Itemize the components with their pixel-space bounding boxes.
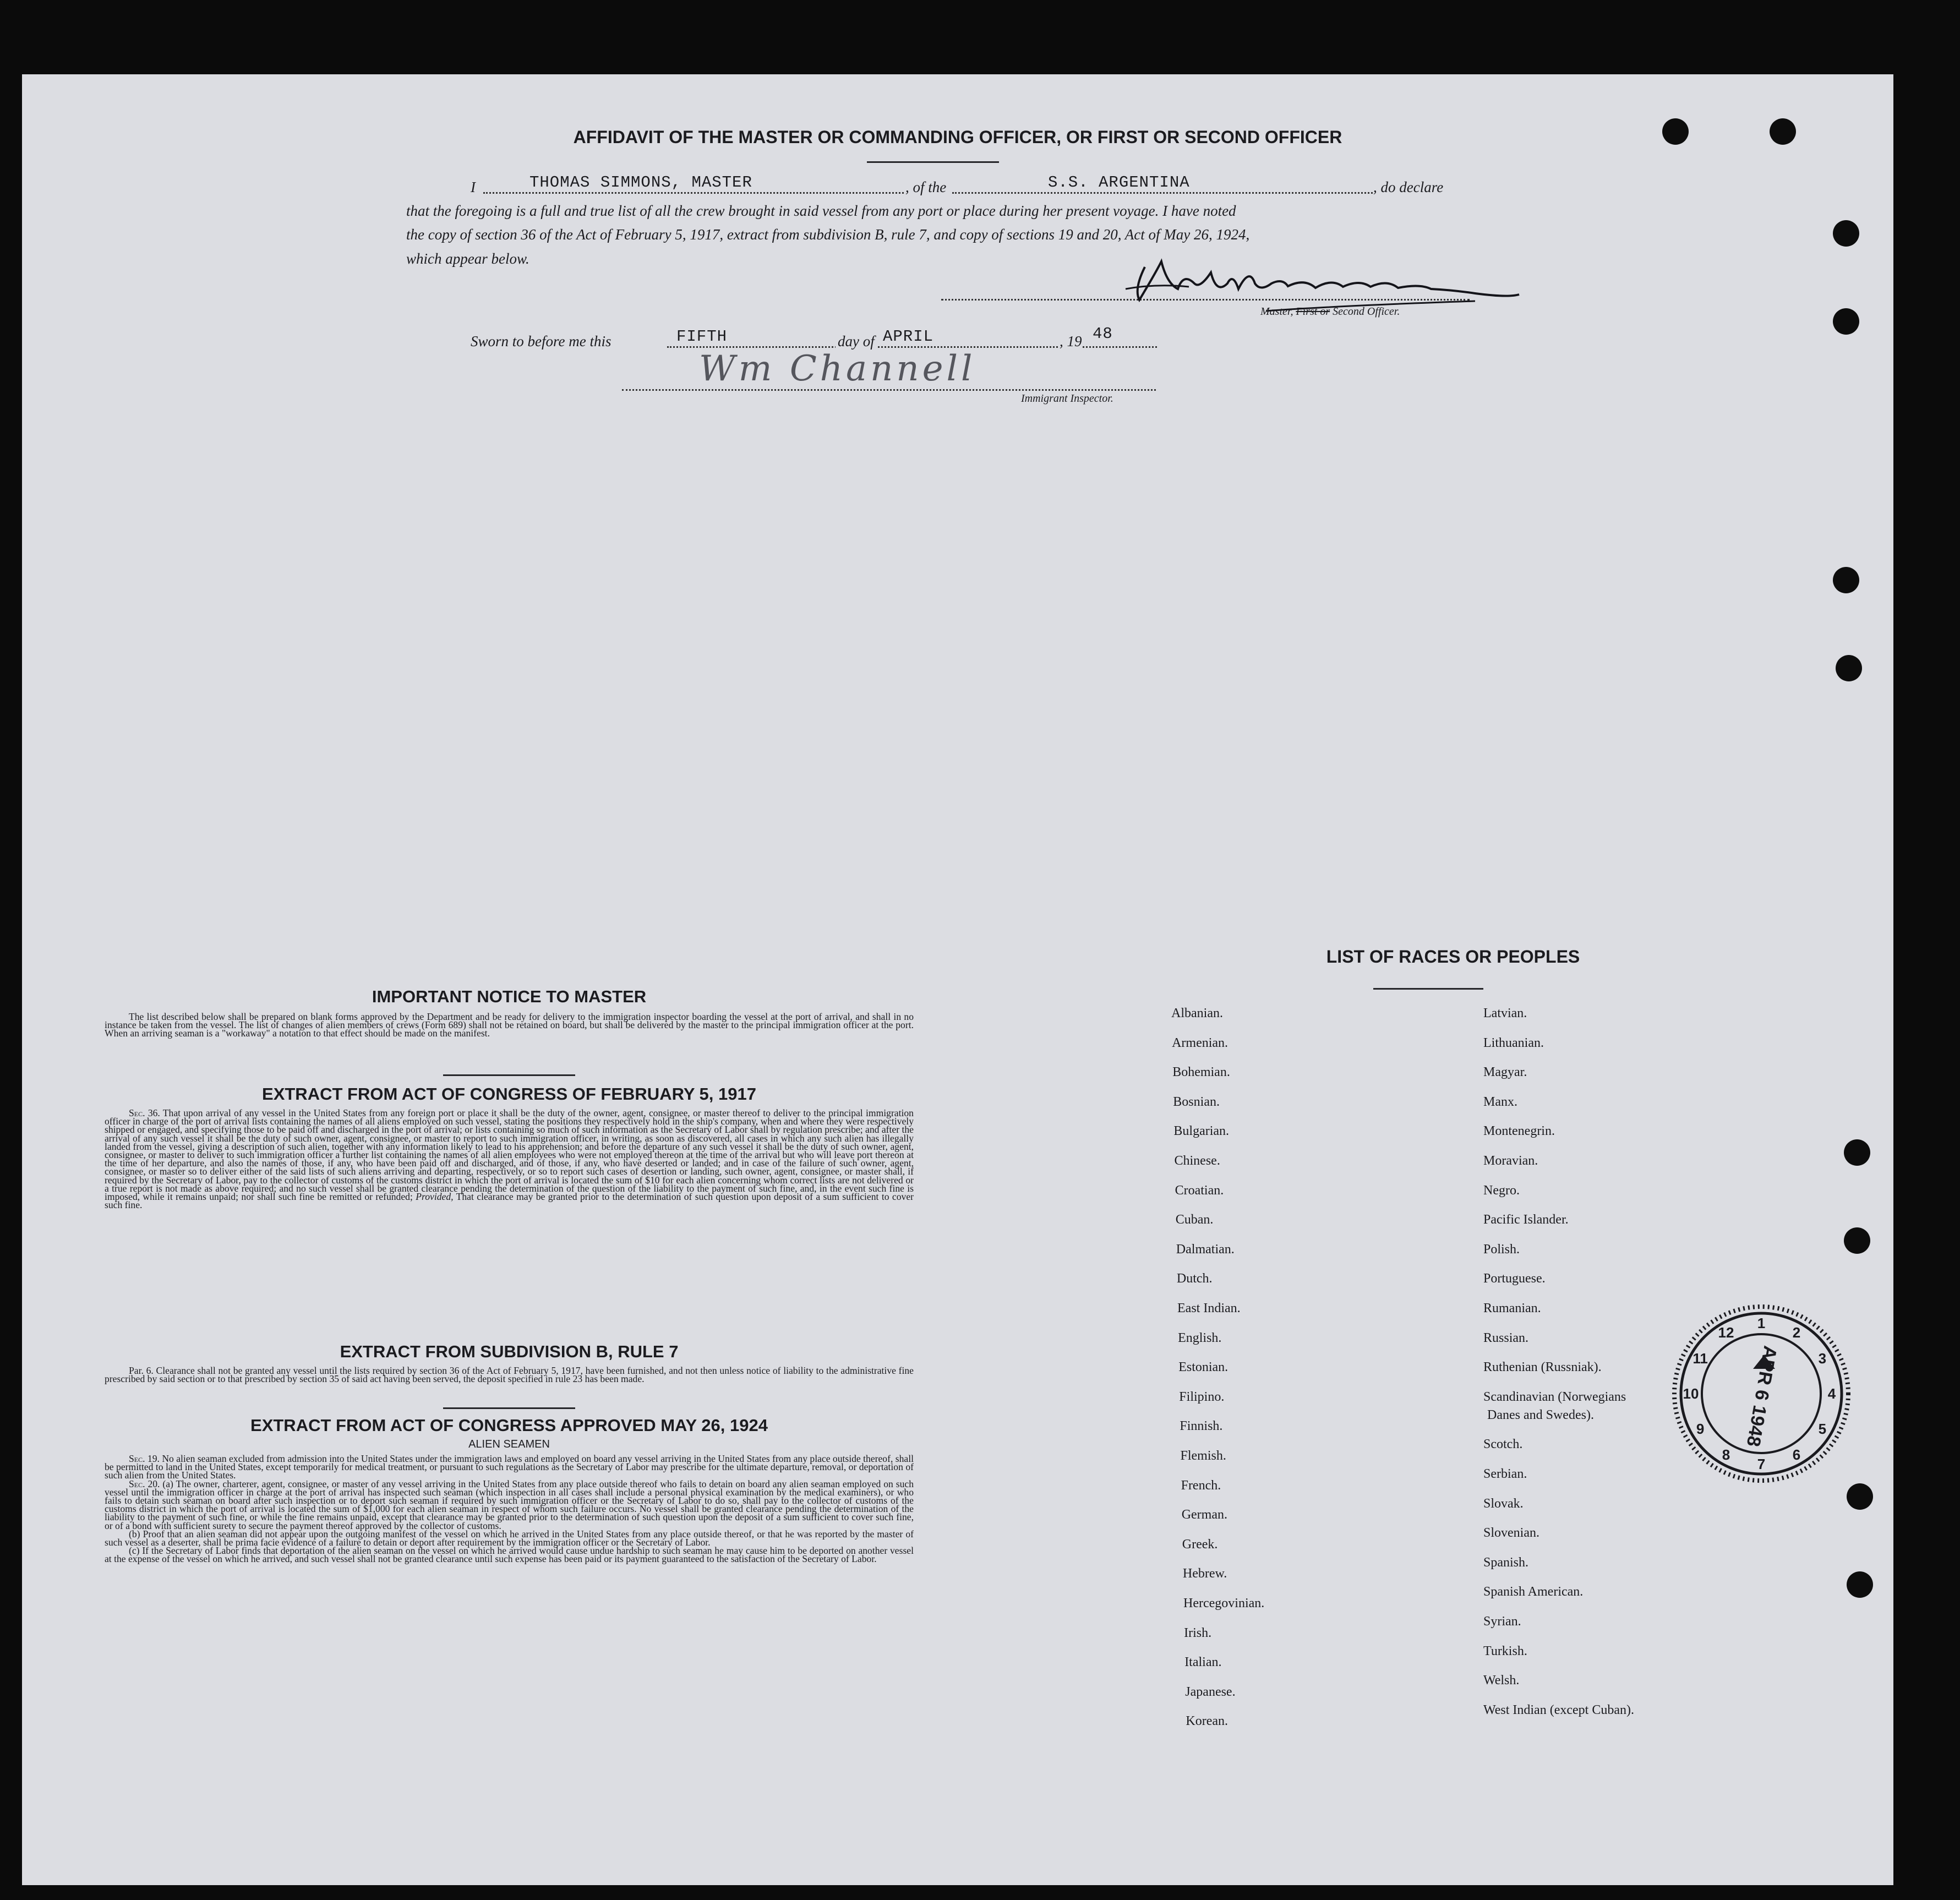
- sec-36-label: Sec. 36.: [129, 1107, 160, 1118]
- race-item: Russian.: [1483, 1330, 1529, 1345]
- race-item: Spanish American.: [1483, 1585, 1584, 1599]
- race-item: Magyar.: [1483, 1065, 1527, 1080]
- notice-body: [105, 1013, 914, 1038]
- caption-master: Master,: [1260, 305, 1293, 318]
- race-item: Irish.: [1184, 1625, 1212, 1640]
- vessel-field-line: [952, 192, 1376, 194]
- race-item: Ruthenian (Russniak).: [1483, 1360, 1602, 1375]
- punch-hole: [1770, 118, 1796, 145]
- notice-title: IMPORTANT NOTICE TO MASTER: [372, 987, 647, 1006]
- race-item: Rumanian.: [1483, 1301, 1541, 1315]
- master-name: THOMAS SIMMONS, MASTER: [527, 173, 755, 192]
- punch-hole: [1844, 1227, 1870, 1254]
- race-item: Cuban.: [1175, 1213, 1214, 1227]
- declaration-line-3: the copy of section 36 of the Act of February 5, 1917, extract from subdivision B, rule 7, and copy of sections 19 and 20, Act of May 26, 1924,: [406, 226, 1250, 243]
- race-item: Greek.: [1182, 1537, 1218, 1552]
- name-field-line: [483, 192, 907, 194]
- punch-hole: [1836, 655, 1862, 681]
- punch-hole: [1833, 567, 1859, 593]
- race-item: Montenegrin.: [1483, 1124, 1555, 1139]
- race-item: Negro.: [1483, 1183, 1520, 1198]
- date-stamp: [1670, 1303, 1852, 1484]
- race-item: English.: [1178, 1330, 1222, 1345]
- stamp-ring-number: 7: [1757, 1456, 1766, 1472]
- stamp-ring-number: 3: [1818, 1350, 1827, 1367]
- sec-20c-paragraph: [105, 1547, 914, 1563]
- declaration-line-4: which appear below.: [406, 250, 529, 267]
- day-of-label: day of: [836, 333, 877, 350]
- race-item: Estonian.: [1178, 1360, 1229, 1375]
- sec-36-text: That upon arrival of any vessel in the United States from any foreign port or place it shall be the duty of the owner, agent, consignee, or master thereof to deliver to the principal immigration officer in charge of the port of arrival lists containing the names of all aliens employed on such vessel, stating the positions they respectively hold in the ship's company, when and where they were respectively shipped or engaged, and specifying those to be paid off and discharged in the port of arrival; or lists containing so much of such information as the Secretary of Labor shall by regulation prescribe; and after the arrival of any such vessel it shall be the duty of such owner, agent, consignee, or master to report to such immigration officer, in writing, as soon as discovered, all cases in which any such alien has illegally landed from the vessel, giving a description of such alien, together with any information likely to lead to his apprehension; and before the departure of any such vessel it shall be the duty of such owner, agent, consignee, or master to deliver to such immigration officer a further list containing the names of all alien employees who were not employed thereon at the time of the arrival but who will leave port thereon at the time of her departure, and also the names of those, if any, who have been paid off and discharged, and of those, if any, who have deserted or landed; and in case of the failure of such owner, agent, consignee, or master so to deliver either of the said lists of such aliens arriving and departing, respectively, or so to report such cases of desertion or landing, such owner, agent, consignee, or master shall, if required by the Secretary of Labor, pay to the collector of customs of the customs district in which the port of arrival is located the sum of $10 for each alien concerning whom correct lists are not delivered or a true report is not made as above required; and no such vessel shall be granted clearance pending the determination of the question of the liability to the payment of such fine, and, in the event such fine is imposed, while it remains unpaid; nor shall such fine be remitted or refunded;: [105, 1107, 914, 1203]
- sec-20-label: Sec. 20.: [129, 1478, 160, 1489]
- extract-1924-body: [105, 1455, 914, 1564]
- race-item: Dalmatian.: [1176, 1242, 1235, 1257]
- inspector-signature-line: [622, 389, 1156, 391]
- affidavit-title: AFFIDAVIT OF THE MASTER OR COMMANDING OFFICER, OR FIRST OR SECOND OFFICER: [573, 127, 1342, 147]
- sec-20a-text: (a) The owner, charterer, agent, consignee, or master of any vessel arriving in the United States from any place outside thereof who fails to detain on board any alien seaman employed on such vessel until the immigration officer in charge at the port of arrival has inspected such seaman (which inspection in all cases shall include a personal physical examination by the medical examiners), or who fails to detain such seaman on board after such inspection or to deport such seaman if required by such immigration officer or the Secretary of Labor to do so, shall pay to the collector of customs of the customs district in which the port of arrival is located the sum of $1,000 for each alien seaman in respect of whom such failure occurs. No vessel shall be granted clearance pending the determination of the liability to the payment of such fine, or while the fine remains unpaid, except that clearance may be granted prior to the determination of such question upon the deposit of a sum sufficient to cover such fine, or of a bond with sufficient surety to secure the payment thereof approved by the collector of customs.: [105, 1478, 914, 1531]
- race-item: Moravian.: [1483, 1154, 1538, 1168]
- inspector-caption: Immigrant Inspector.: [1021, 392, 1113, 405]
- race-item: Bulgarian.: [1173, 1124, 1230, 1139]
- race-item: Finnish.: [1180, 1419, 1223, 1434]
- race-item: Danes and Swedes).: [1487, 1407, 1594, 1422]
- stamp-ring-number: 5: [1818, 1421, 1827, 1437]
- stamp-ring-number: 12: [1718, 1324, 1734, 1341]
- stamp-date: APR 6 1948: [1742, 1344, 1781, 1449]
- race-item: Korean.: [1186, 1714, 1229, 1729]
- stamp-ring-number: 8: [1722, 1446, 1730, 1463]
- i-label: I: [471, 179, 476, 195]
- race-item: Slovenian.: [1483, 1526, 1539, 1541]
- race-item: Portuguese.: [1483, 1271, 1546, 1286]
- stamp-ring-number: 9: [1696, 1421, 1705, 1437]
- race-item: Welsh.: [1483, 1673, 1520, 1688]
- punch-hole: [1847, 1483, 1873, 1510]
- stamp-ring-number: 4: [1827, 1385, 1836, 1402]
- race-item: Chinese.: [1174, 1154, 1220, 1168]
- race-item: Croatian.: [1175, 1183, 1224, 1198]
- race-item: German.: [1181, 1508, 1227, 1522]
- race-item: Spanish.: [1483, 1555, 1529, 1570]
- race-item: Slovak.: [1483, 1496, 1524, 1511]
- notice-text: The list described below shall be prepared on blank forms approved by the Department and be ready for delivery to the immigration inspector boarding the vessel at the port of arrival, and shall in no instance be taken from the vessel. The list of changes of alien members of crews (Form 689) shall not be retained on board, but shall be delivered by the master to the principal immigration officer at the port. When an arriving seaman is a "workaway" a notation to that effect should be made on the manifest.: [105, 1011, 914, 1039]
- rule-7-title: EXTRACT FROM SUBDIVISION B, RULE 7: [340, 1342, 679, 1361]
- race-item: Albanian.: [1171, 1006, 1223, 1020]
- section-divider: [443, 1407, 575, 1409]
- race-item: Flemish.: [1180, 1449, 1226, 1463]
- punch-hole: [1833, 220, 1859, 247]
- sec-20b-paragraph: [105, 1530, 914, 1547]
- race-item: Scandinavian (Norwegians: [1483, 1389, 1626, 1404]
- stamp-ring-number: 2: [1792, 1324, 1801, 1341]
- race-item: Bosnian.: [1173, 1094, 1220, 1109]
- race-item: West Indian (except Cuban).: [1483, 1702, 1634, 1717]
- sec-19-label: Sec. 19.: [129, 1453, 160, 1464]
- caption-second-officer: Second Officer.: [1333, 305, 1400, 318]
- extract-1917-body: [105, 1109, 914, 1209]
- year-prefix: , 19: [1060, 333, 1082, 350]
- race-item: Serbian.: [1483, 1467, 1527, 1481]
- race-item: Scotch.: [1483, 1437, 1523, 1452]
- race-item: Italian.: [1184, 1655, 1222, 1670]
- declaration-line-2: that the foregoing is a full and true list of all the crew brought in said vessel from any port or place during her present voyage. I have noted: [406, 203, 1236, 219]
- signature-caption: [1260, 305, 1400, 318]
- sec-19-paragraph: [105, 1455, 914, 1480]
- do-declare-label: , do declare: [1373, 179, 1444, 195]
- sec-20b-text: (b) Proof that an alien seaman did not appear upon the outgoing manifest of the vessel on which he arrived in the United States from any place outside thereof, or that he was reported by the master of such vessel as a deserter, shall be prima facie evidence of a failure to detain or deport after requirement by the immigration officer or the Secretary of Labor.: [105, 1528, 914, 1548]
- race-item: Dutch.: [1176, 1271, 1213, 1286]
- rule-7-text: Par. 6. Clearance shall not be granted any vessel until the lists required by section 36 of the Act of February 5, 1917, have been furnished, and not then unless notice of liability to the administrative fine prescribed by said section or to that prescribed by section 35 of said act having been served, the deposit specified in rule 23 has been made.: [105, 1365, 914, 1385]
- sec-19-text: No alien seaman excluded from admission into the United States under the immigration laws and employed on board any vessel arriving in the United States from any place outside thereof, shall be permitted to land in the United States, except temporarily for medical treatment, or pursuant to such regulations as the Secretary of Labor may prescribe for the ultimate departure, removal, or deportation of such alien from the United States.: [105, 1453, 914, 1481]
- race-item: East Indian.: [1177, 1301, 1241, 1315]
- race-item: Filipino.: [1179, 1389, 1225, 1404]
- rule-7-body: [105, 1367, 914, 1383]
- sec-20c-text: (c) If the Secretary of Labor finds that deportation of the alien seaman on the vessel on which he arrived would cause undue hardship to such seaman he may cause him to be deported on another vessel at the expense of the vessel on which he arrived, and such vessel shall not be granted clearance until such expense has been paid or its payment guaranteed to the satisfaction of the Secretary of Labor.: [105, 1545, 914, 1565]
- race-item: French.: [1181, 1478, 1221, 1493]
- sworn-day: FIFTH: [674, 327, 729, 346]
- provided-label: Provided,: [416, 1191, 454, 1203]
- sworn-label: Sworn to before me this: [471, 333, 612, 350]
- extract-1917-title: EXTRACT FROM ACT OF CONGRESS OF FEBRUARY 5, 1917: [262, 1084, 756, 1104]
- race-item: Lithuanian.: [1483, 1035, 1544, 1050]
- race-item: Bohemian.: [1172, 1065, 1230, 1080]
- inspector-signature: Wm Channell: [699, 348, 976, 389]
- sec-20a-paragraph: [105, 1480, 914, 1530]
- sworn-year: 48: [1093, 325, 1113, 343]
- stamp-ring-number: 1: [1757, 1315, 1766, 1331]
- alien-seamen-subtitle: ALIEN SEAMEN: [468, 1438, 550, 1450]
- title-divider: [867, 161, 999, 163]
- race-item: Hercegovinian.: [1183, 1596, 1265, 1610]
- race-item: Syrian.: [1483, 1614, 1521, 1629]
- punch-hole: [1847, 1571, 1873, 1598]
- sworn-month: APRIL: [881, 327, 936, 346]
- stamp-ring-number: 10: [1683, 1385, 1699, 1402]
- punch-hole: [1662, 118, 1689, 145]
- race-item: Pacific Islander.: [1483, 1213, 1569, 1227]
- race-item: Turkish.: [1483, 1644, 1527, 1658]
- race-item: Japanese.: [1185, 1684, 1236, 1699]
- race-item: Manx.: [1483, 1094, 1517, 1109]
- race-item: Polish.: [1483, 1242, 1520, 1257]
- punch-hole: [1833, 308, 1859, 335]
- vessel-name: S.S. ARGENTINA: [1046, 173, 1192, 192]
- races-divider: [1373, 988, 1483, 990]
- race-item: Armenian.: [1172, 1035, 1229, 1050]
- race-item: Latvian.: [1483, 1006, 1527, 1020]
- sworn-date-line: [667, 346, 1157, 348]
- caption-struck: First or: [1296, 305, 1330, 318]
- stamp-ring-number: 6: [1792, 1446, 1801, 1463]
- document-page: [22, 74, 1893, 1885]
- punch-hole: [1844, 1139, 1870, 1166]
- section-divider: [443, 1074, 575, 1076]
- stamp-ring-number: 11: [1693, 1350, 1708, 1367]
- sec-36-text-end: That clearance may be granted prior to the determination of such question upon deposit of a sum sufficient to cover such fine.: [105, 1191, 914, 1211]
- race-item: Hebrew.: [1182, 1566, 1227, 1581]
- extract-1924-title: EXTRACT FROM ACT OF CONGRESS APPROVED MAY 26, 1924: [250, 1416, 768, 1435]
- of-the-label: , of the: [905, 179, 947, 195]
- races-title: LIST OF RACES OR PEOPLES: [1326, 947, 1580, 967]
